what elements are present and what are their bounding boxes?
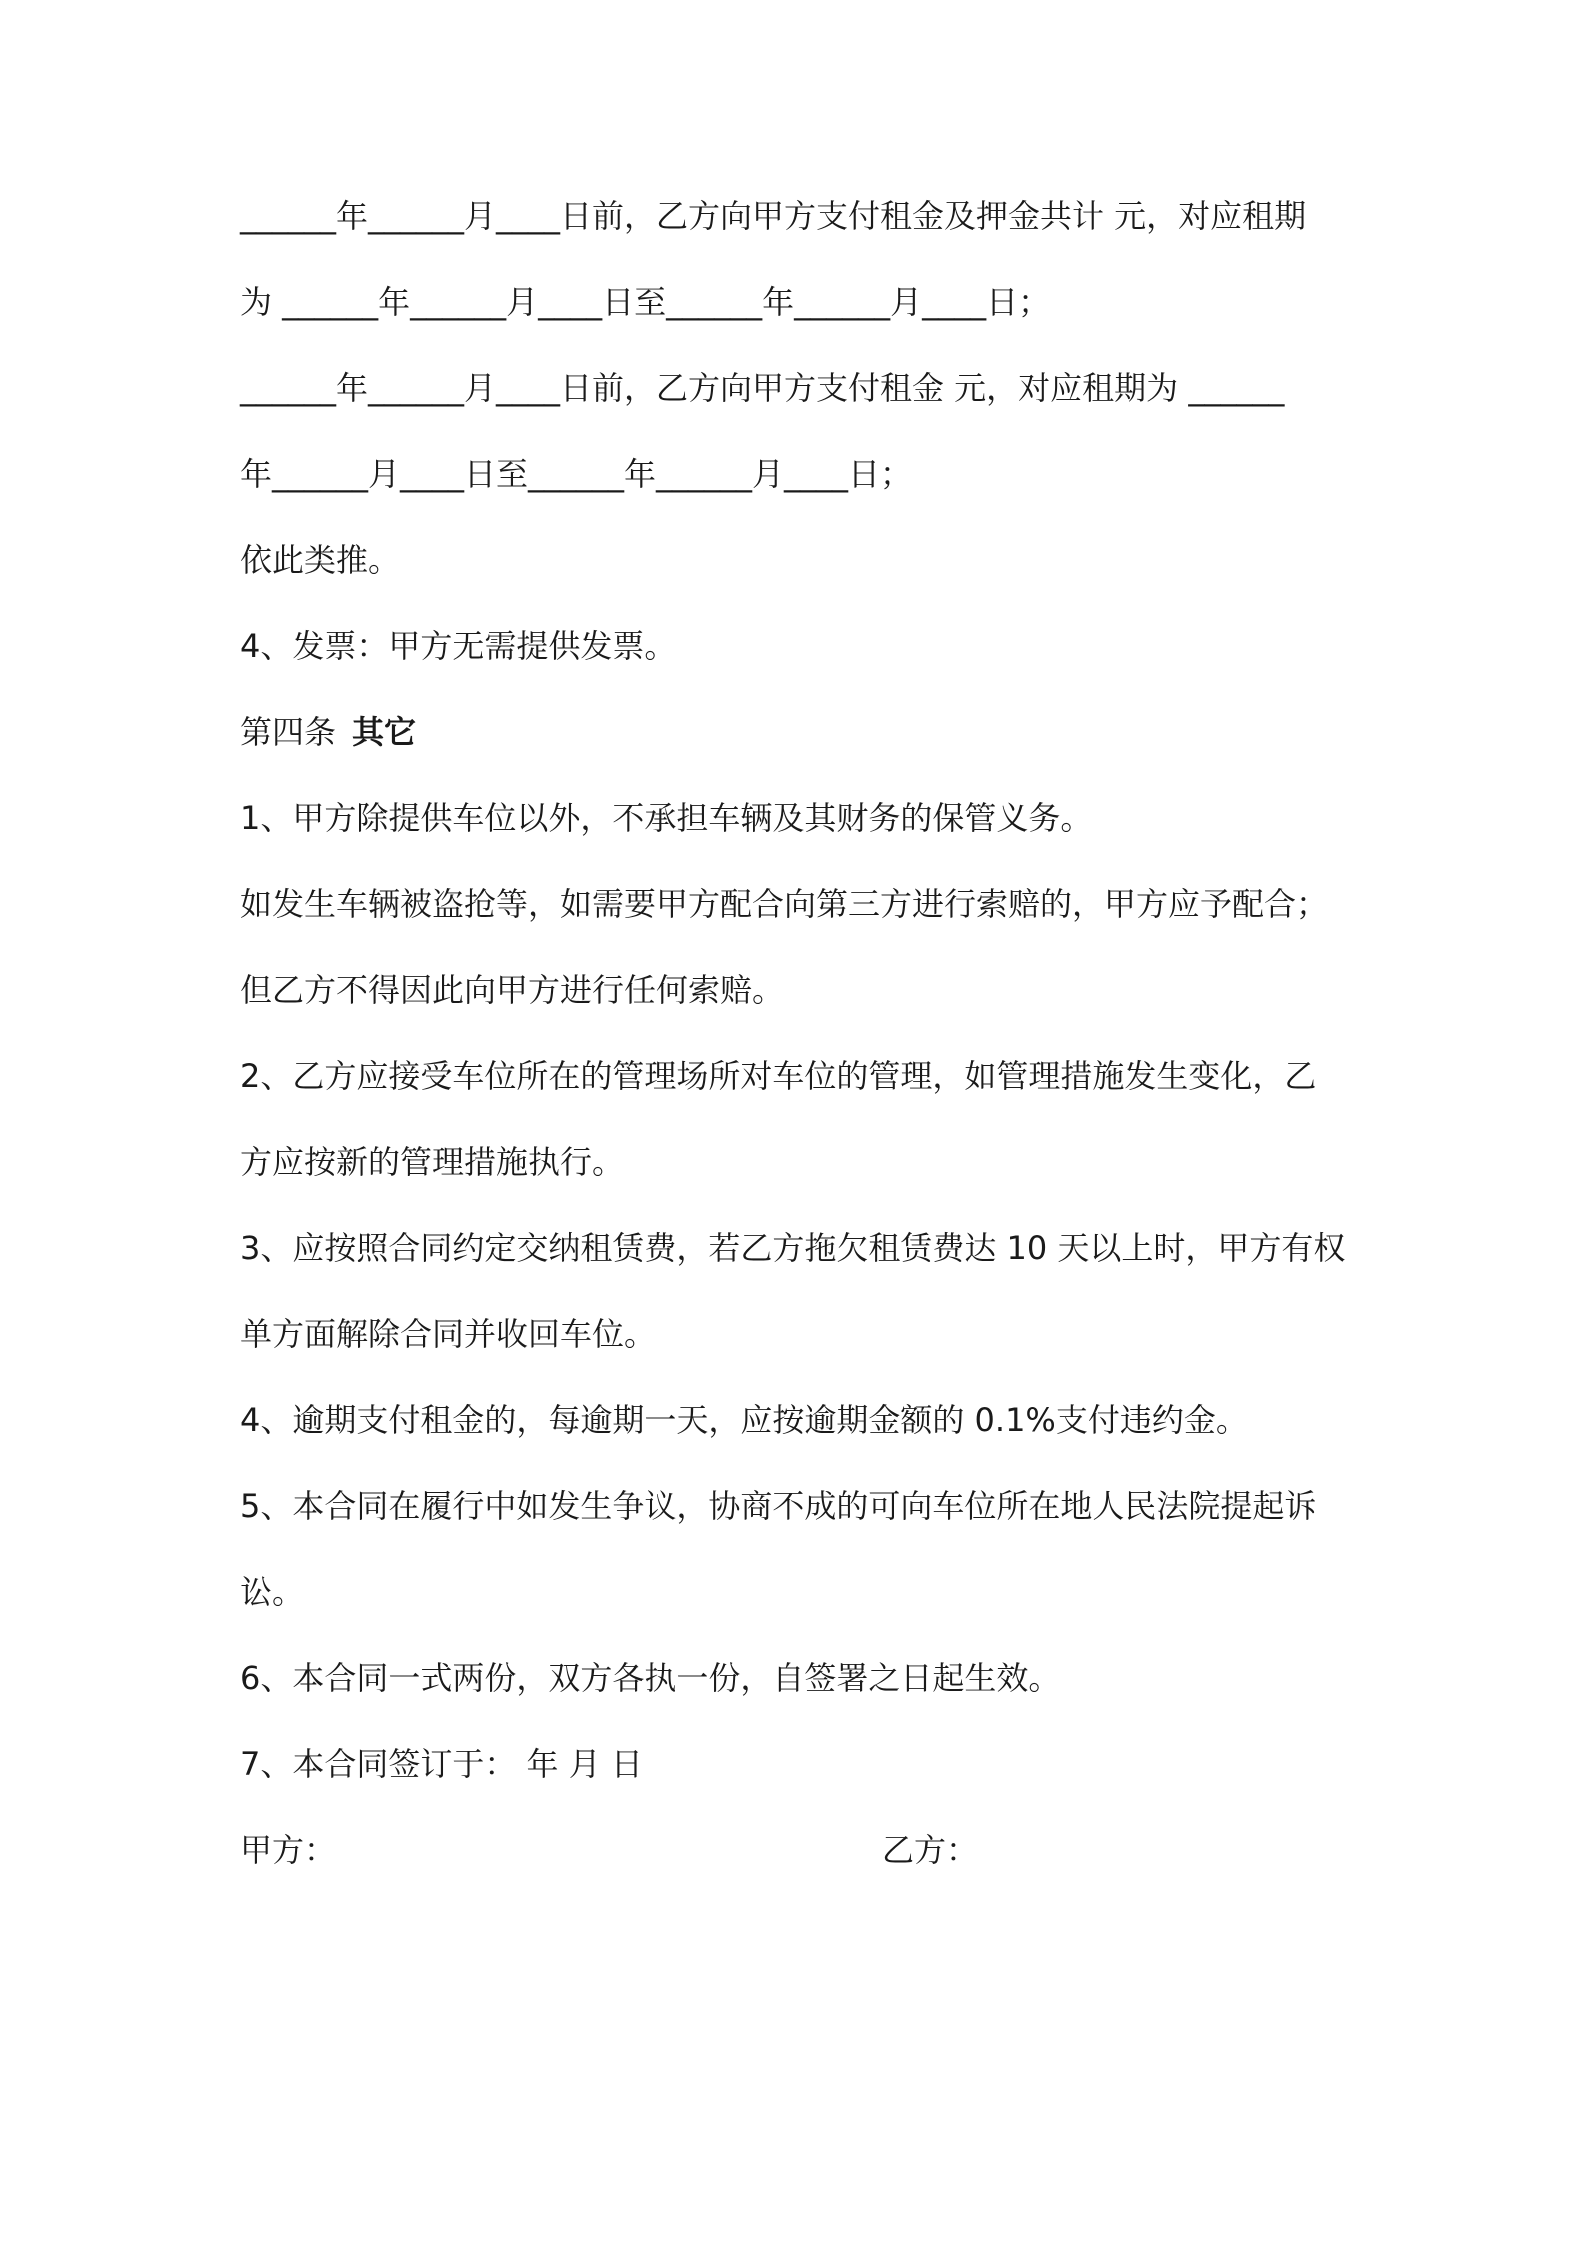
clause-5: 5、本合同在履行中如发生争议，协商不成的可向车位所在地人民法院提起诉	[240, 1487, 1317, 1525]
section-heading	[240, 708, 1360, 756]
payment-schedule-line-1: ______年______月____日前，乙方向甲方支付租金及押金共计 元，对应租期	[240, 197, 1307, 235]
clause-2-continued: 方应按新的管理措施执行。	[240, 1143, 625, 1181]
section-label: 第四条	[240, 713, 337, 751]
clause-3: 3、应按照合同约定交纳租赁费，若乙方拖欠租赁费达 10 天以上时，甲方有权	[240, 1229, 1346, 1267]
and-so-on-line: 依此类推。	[240, 541, 401, 579]
invoice-clause: 4、发票：甲方无需提供发票。	[240, 627, 677, 665]
party-b-signature-label: 乙方：	[882, 1831, 979, 1869]
payment-schedule-line-2: 为 ______年______月____日至______年______月____日；	[240, 283, 1051, 321]
clause-1-continued-2: 但乙方不得因此向甲方进行任何索赔。	[240, 971, 785, 1009]
clause-4: 4、逾期支付租金的，每逾期一天，应按逾期金额的 0.1%支付违约金。	[240, 1401, 1248, 1439]
payment-schedule-line-4: 年______月____日至______年______月____日；	[240, 455, 913, 493]
clause-1-continued: 如发生车辆被盗抢等，如需要甲方配合向第三方进行索赔的，甲方应予配合；	[240, 885, 1329, 923]
payment-schedule-line-3: ______年______月____日前，乙方向甲方支付租金 元，对应租期为 ______	[240, 369, 1285, 407]
clause-5-continued: 讼。	[240, 1573, 305, 1611]
section-title: 其它	[352, 713, 417, 751]
party-a-signature-label: 甲方：	[240, 1831, 337, 1869]
clause-6: 6、本合同一式两份，双方各执一份，自签署之日起生效。	[240, 1659, 1061, 1697]
clause-7: 7、本合同签订于： 年 月 日	[240, 1745, 643, 1783]
clause-3-continued: 单方面解除合同并收回车位。	[240, 1315, 657, 1353]
clause-2: 2、乙方应接受车位所在的管理场所对车位的管理，如管理措施发生变化，乙	[240, 1057, 1317, 1095]
clause-1: 1、甲方除提供车位以外，不承担车辆及其财务的保管义务。	[240, 799, 1093, 837]
